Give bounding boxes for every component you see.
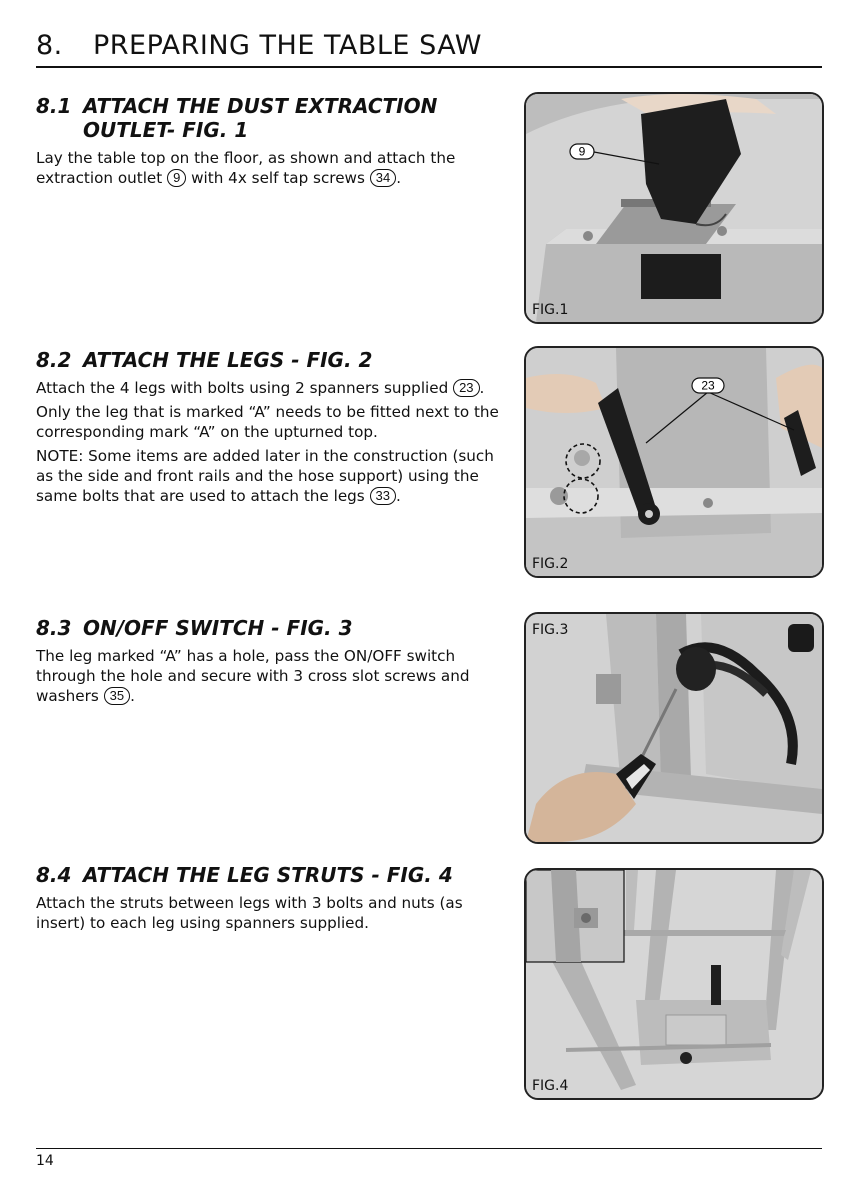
section-heading (36, 863, 511, 887)
figure-label: FIG.1 (532, 302, 569, 318)
text-run: Attach the 4 legs with bolts using 2 spanners supplied (36, 379, 454, 397)
instruction-paragraph: Only the leg that is marked “A” needs to be fitted next to the corresponding mark “A” on the upturned top. (36, 403, 499, 441)
fig3-illustration (526, 614, 822, 842)
fig1-callout: 9 (578, 144, 586, 159)
instruction-paragraph (36, 148, 511, 188)
part-callout: 23 (453, 379, 479, 397)
part-callout: 9 (167, 169, 186, 187)
figure-label: FIG.3 (532, 622, 569, 638)
part-callout: 35 (104, 687, 130, 705)
fig2-illustration (526, 348, 822, 576)
figure-4-photo (524, 868, 824, 1100)
section-8-4 (36, 863, 511, 937)
text-run: . (130, 687, 135, 705)
chapter-title: PREPARING THE TABLE SAW (93, 30, 482, 61)
section-heading (36, 348, 511, 372)
heading-line-1: ATTACH THE DUST EXTRACTION (83, 94, 438, 118)
fig2-callout: 23 (701, 378, 715, 393)
figure-2-photo (524, 346, 824, 578)
instruction-paragraph (36, 646, 511, 706)
section-number: 8.1 (36, 94, 72, 118)
figure-1-photo (524, 92, 824, 324)
text-run: Lay the table top on the floor, as shown and attach the extraction outlet (36, 149, 456, 187)
section-number: 8.2 (36, 348, 72, 372)
instruction-paragraph: Attach the struts between legs with 3 bolts and nuts (as insert) to each leg using spanners supplied. (36, 894, 463, 932)
section-heading (36, 616, 511, 640)
section-8-1 (36, 94, 511, 192)
instruction-paragraph (36, 378, 511, 398)
figure-3-photo (524, 612, 824, 844)
text-run: The leg marked “A” has a hole, pass the ON/OFF switch through the hole and secure with 3 cross slot screws and washers (36, 647, 470, 705)
section-number: 8.4 (36, 863, 72, 887)
section-number: 8.3 (36, 616, 72, 640)
section-8-2 (36, 348, 511, 510)
heading-line-2: OUTLET- FIG. 1 (83, 118, 249, 142)
page-number: 14 (36, 1153, 54, 1169)
section-heading (36, 94, 511, 142)
heading-text: ON/OFF SWITCH - FIG. 3 (83, 616, 353, 640)
figure-label: FIG.4 (532, 1078, 569, 1094)
text-run: . (396, 169, 402, 187)
fig1-illustration (526, 94, 822, 322)
footer-divider (36, 1148, 822, 1149)
section-8-3 (36, 616, 511, 710)
part-callout: 33 (370, 487, 396, 505)
heading-text: ATTACH THE LEGS - FIG. 2 (83, 348, 373, 372)
heading-text: ATTACH THE LEG STRUTS - FIG. 4 (83, 863, 453, 887)
page-title (36, 30, 822, 68)
chapter-number: 8. (36, 30, 63, 61)
fig4-illustration (526, 870, 822, 1098)
text-run: with 4x self tap screws (186, 169, 370, 187)
text-run: . (396, 487, 401, 505)
text-run: . (479, 379, 485, 397)
part-callout: 34 (370, 169, 396, 187)
note-paragraph (36, 446, 511, 506)
figure-label: FIG.2 (532, 556, 569, 572)
text-run: NOTE: Some items are added later in the construction (such as the side and front rails and the hose support) using the same bolts that are used to attach the legs (36, 447, 494, 505)
